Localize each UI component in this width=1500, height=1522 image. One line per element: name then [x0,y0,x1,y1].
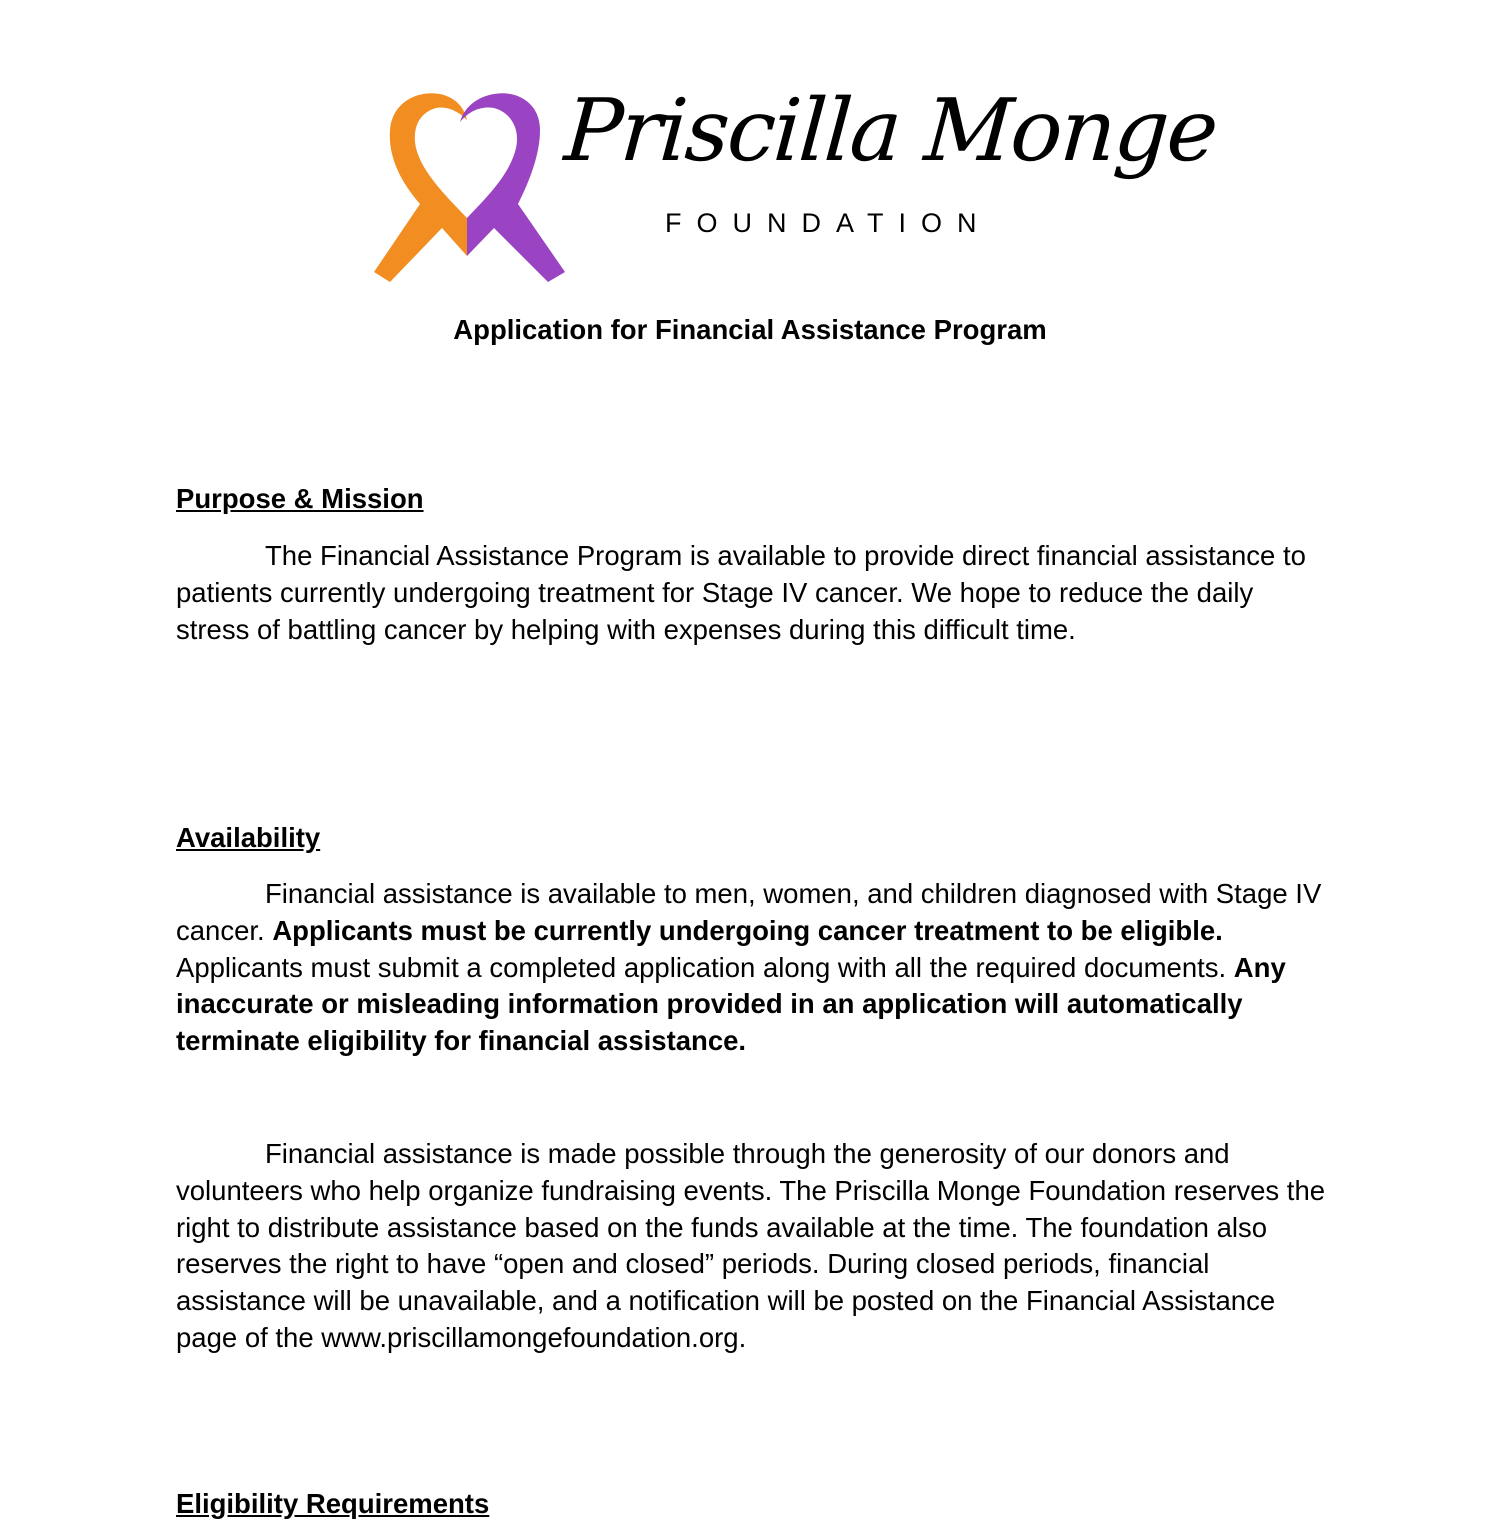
orange-ribbon-icon [374,93,467,282]
purpose-text: The Financial Assistance Program is available to provide direct financial assistance to patients currently undergoing treatment for Stage IV cancer. We hope to reduce the daily stress of battling cancer by helping with expenses during this difficult time. [176,540,1306,645]
purpose-heading: Purpose & Mission [176,483,424,514]
eligibility-heading: Eligibility Requirements [176,1488,490,1519]
availability-text-1: Financial assistance is available to men, women, and children diagnosed with Stage IV cancer. [176,878,1322,946]
availability-heading: Availability [176,822,321,853]
purple-ribbon-icon [460,93,565,282]
availability-text-3: Financial assistance is made possible through the generosity of our donors and volunteers who help organize fundraising events. The Priscilla Monge Foundation reserves the right to distribute assistance based on the funds available at the time. The foundation also reserves the right to have “open and closed” periods. During closed periods, financial assistance will be unavailable, and a notification will be posted on the Financial Assistance page of the www.priscillamongefoundation.org. [176,1138,1326,1353]
availability-text-2: Applicants must submit a completed application along with all the required documents. [176,951,1234,983]
availability-bold-1: Applicants must be currently undergoing cancer treatment to be eligible. [272,914,1223,946]
purpose-paragraph [176,538,1326,648]
availability-paragraph-1 [176,876,1326,1060]
logo-name: Priscilla Monge [561,81,1220,181]
page-title: Application for Financial Assistance Program [453,314,1047,345]
foundation-logo [360,81,1220,286]
logo-subtitle: FOUNDATION [665,208,992,238]
availability-bold-2: Any inaccurate or misleading information provided in an application will automatically terminate eligibility for financial assistance. [176,951,1286,1057]
ribbon-heart-icon [360,86,575,286]
availability-paragraph-2 [176,1136,1326,1357]
